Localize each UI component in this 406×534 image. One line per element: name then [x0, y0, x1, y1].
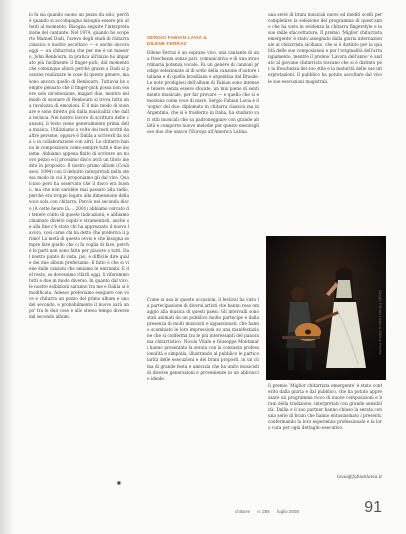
- article-column-2-body: Dilene Ferraz è un soprano vivo, una cantante di una freschezza senza pari, comunicativa e di una straordinaria potenza vocale. Fa un genere di canzoni prodige selezionate al di sotto della canzone d'autore italiana e di quella brasiliana e argentina dal Brasile. Le note prodigiosi dell'album di Fabian sono intense e tenere senza essere sfocate, un mix pieno di sentimento musicale, per far provare — e quello che si emoziona come voce di mare. Sergio Fabian Lavia è il 'sogno' del duo: diplomato in chitarra classica ma in Argentina, che si è trasferito in Italia, ha studiato vari stili musicali che sa padroneggiare con grande abilità e comporre nuove melodie per questo meraviglioso duo che unisce l'Europa all'America Latina.: [147, 50, 259, 134]
- performers-photo: [266, 236, 386, 380]
- page-spine-shadow: [0, 0, 14, 534]
- article-column-3: una serie di brani musicali nuovi ed inediti scelti per completare la selezione del programma di quest'anno che ha visto in evidenza la chitarra fingerstyle e le sue mille sfaccettature. Il premio 'Miglior chitarrista emergente' è stato assegnato dalla giuria internazionale al chitarrista siciliano, che si è distinto per la qualità delle sue composizioni e per l'originalità dell'arrangiamento, mentre il premio 'Lavora dell'anno' è andato al giovane chitarrista toscano che si è distinto per la freschezza del suo stile e la maturità delle sue interpretazioni. Il pubblico ha potuto ascoltare dal vivo le sue esecuzioni magistrali.: [268, 12, 382, 84]
- photo-credit: Sergio Fabian Lavia & Dilene Ferraz: [378, 290, 383, 355]
- section-heading: [147, 36, 259, 49]
- page-number: 91: [364, 499, 382, 516]
- heading-line-1: SERGIO FABIAN LAVIA &: [147, 36, 207, 41]
- article-column-1: lo fa sia quando suono un pezzo da solo, perché quando si accompagna bisogna essere più attenti al momento. Bisogna seguire l'interpretazione del cantante. Nel 1974, quando ho scoperto Manuel Dadi, l'avevo degli studi di chitarra classica e inoltre ascoltavo — e anche ancora oggi — un chitarrista che per me è un maestro, John Renbourn, in pratica all'inizio ho imparato più facilmente il finger-pick, dal momento che comunque allora perché grazie a Dadi si possono realizzare le cose di questo genere, ma sono ancora quello di Renbourn. Tuttavia ho sempre pensato che il finger-pick possa non essere solo un'emozione, magari due, mentre nel modo di suonare di Renbourn si trova tutta una tavolozza di emozioni. È il mio modo di suonare e sono diretto più dalla musicalità che dalla tecnica. Nel nostro lavoro di scrittura delle canzoni, il testo viene generalmente prima della musica. Utilizziamo a volte dei testi scritti da altre persone, oppure è Dalila a scriverli da sola o in collaborazione con altri. Le chitarre hanno le composizioni come sempre tutti e due insieme. Abbiamo appena finito di scrivere un nuovo pezzo e il prossimo disco avrà un titolo inedito in proposito. Il nostro primo album (Coulisses, 1994) con il debutto interpretati nella stessa modo in cui li proponiamo gli dal vivo. Qualcuno però ha osservato che il disco era buono, ma che non sarebbe mai passato alla radio, perché era troppo legato alla dimensione della voce sola con chitarra. Perciò nel secondo disco (À cette heure là..., 2001) abbiamo cercato di tenere conto di queste indicazioni, e abbiamo chiamato diversi ospiti e strumentisti, anche se alla fine c'è stato chi ha apprezzato il nuovo lavoro, così come chi ha detto che preferiva il primo! La metà di questo ovvio è che bisogna sempre fare quello che ci fa voglia di fare, perché le parti non sono fatte per piacere a tutti. Dal nostro punto di vista, poi, è difficile dire quale dei due album preferiamo. Il fatto è che si viene dalle canzoni che amiamo in entrambi. E del resto, se dovessimo rifarli oggi, li rifaremmo tutti e due in modo diverso. In quanto dal vivo, le nostre esibizioni saranno tra me e Dalila si è modificata. Adesso preferiamo eseguire con voce e chitarra un pezzo del primo album e uno del secondo, e probabilmente il nuovo sarà un po' tra le due cose e allo stesso tempo diverse dal secondo album.: [29, 12, 129, 320]
- issue-date: luglio 2008: [277, 509, 299, 514]
- article-column-2-lower: Come si usa in queste occasioni, il festival ha visto la partecipazione di diversi artisti che hanno reso omaggio alla musica di questi paesi. Gli intervalli sono stati animati da un pubblico molto partecipe e dalla presenza di molti musicisti e appassionati, che hanno scambiato le loro impressioni su una manifestazione che si conferma tra le più interessanti del panorama chitarristico. Nicola Vitale e Giuseppe Montanari hanno presentato la serata con la consueta professionalità e simpatia, illustrando al pubblico le particolarità delle esecuzioni e dei brani proposti, in un clima di grande festa e amicizia che ha unito musicisti di diverse generazioni e provenienze in un abbraccio ideale.: [147, 297, 259, 381]
- article-column-2-top: [147, 12, 259, 34]
- performers-photo-illustration: [266, 236, 386, 380]
- article-column-3-lower: Il premio 'Miglior chitarrista emergente' è stato conferito dalla giuria e dal pubblico, che ha potuto apprezzare un programma ricco di nuove composizioni e brani della tradizione, interpretati con grande sensibilità. Dalila e il suo partner hanno chiuso la serata con una serie di brani che hanno entusiasmato i presenti, confermando la loro esperienza professionale e la loro cura per ogni dettaglio esecutivo.: [268, 383, 382, 431]
- issue-number: n. 286: [257, 509, 270, 514]
- end-mark: ■: [117, 480, 121, 485]
- heading-line-2: DILENE FERRAZ: [147, 42, 187, 48]
- magazine-name: chitarre: [235, 509, 251, 514]
- contact-email: lavia@fabianlavia.it: [337, 475, 382, 480]
- page-footer: [235, 509, 299, 514]
